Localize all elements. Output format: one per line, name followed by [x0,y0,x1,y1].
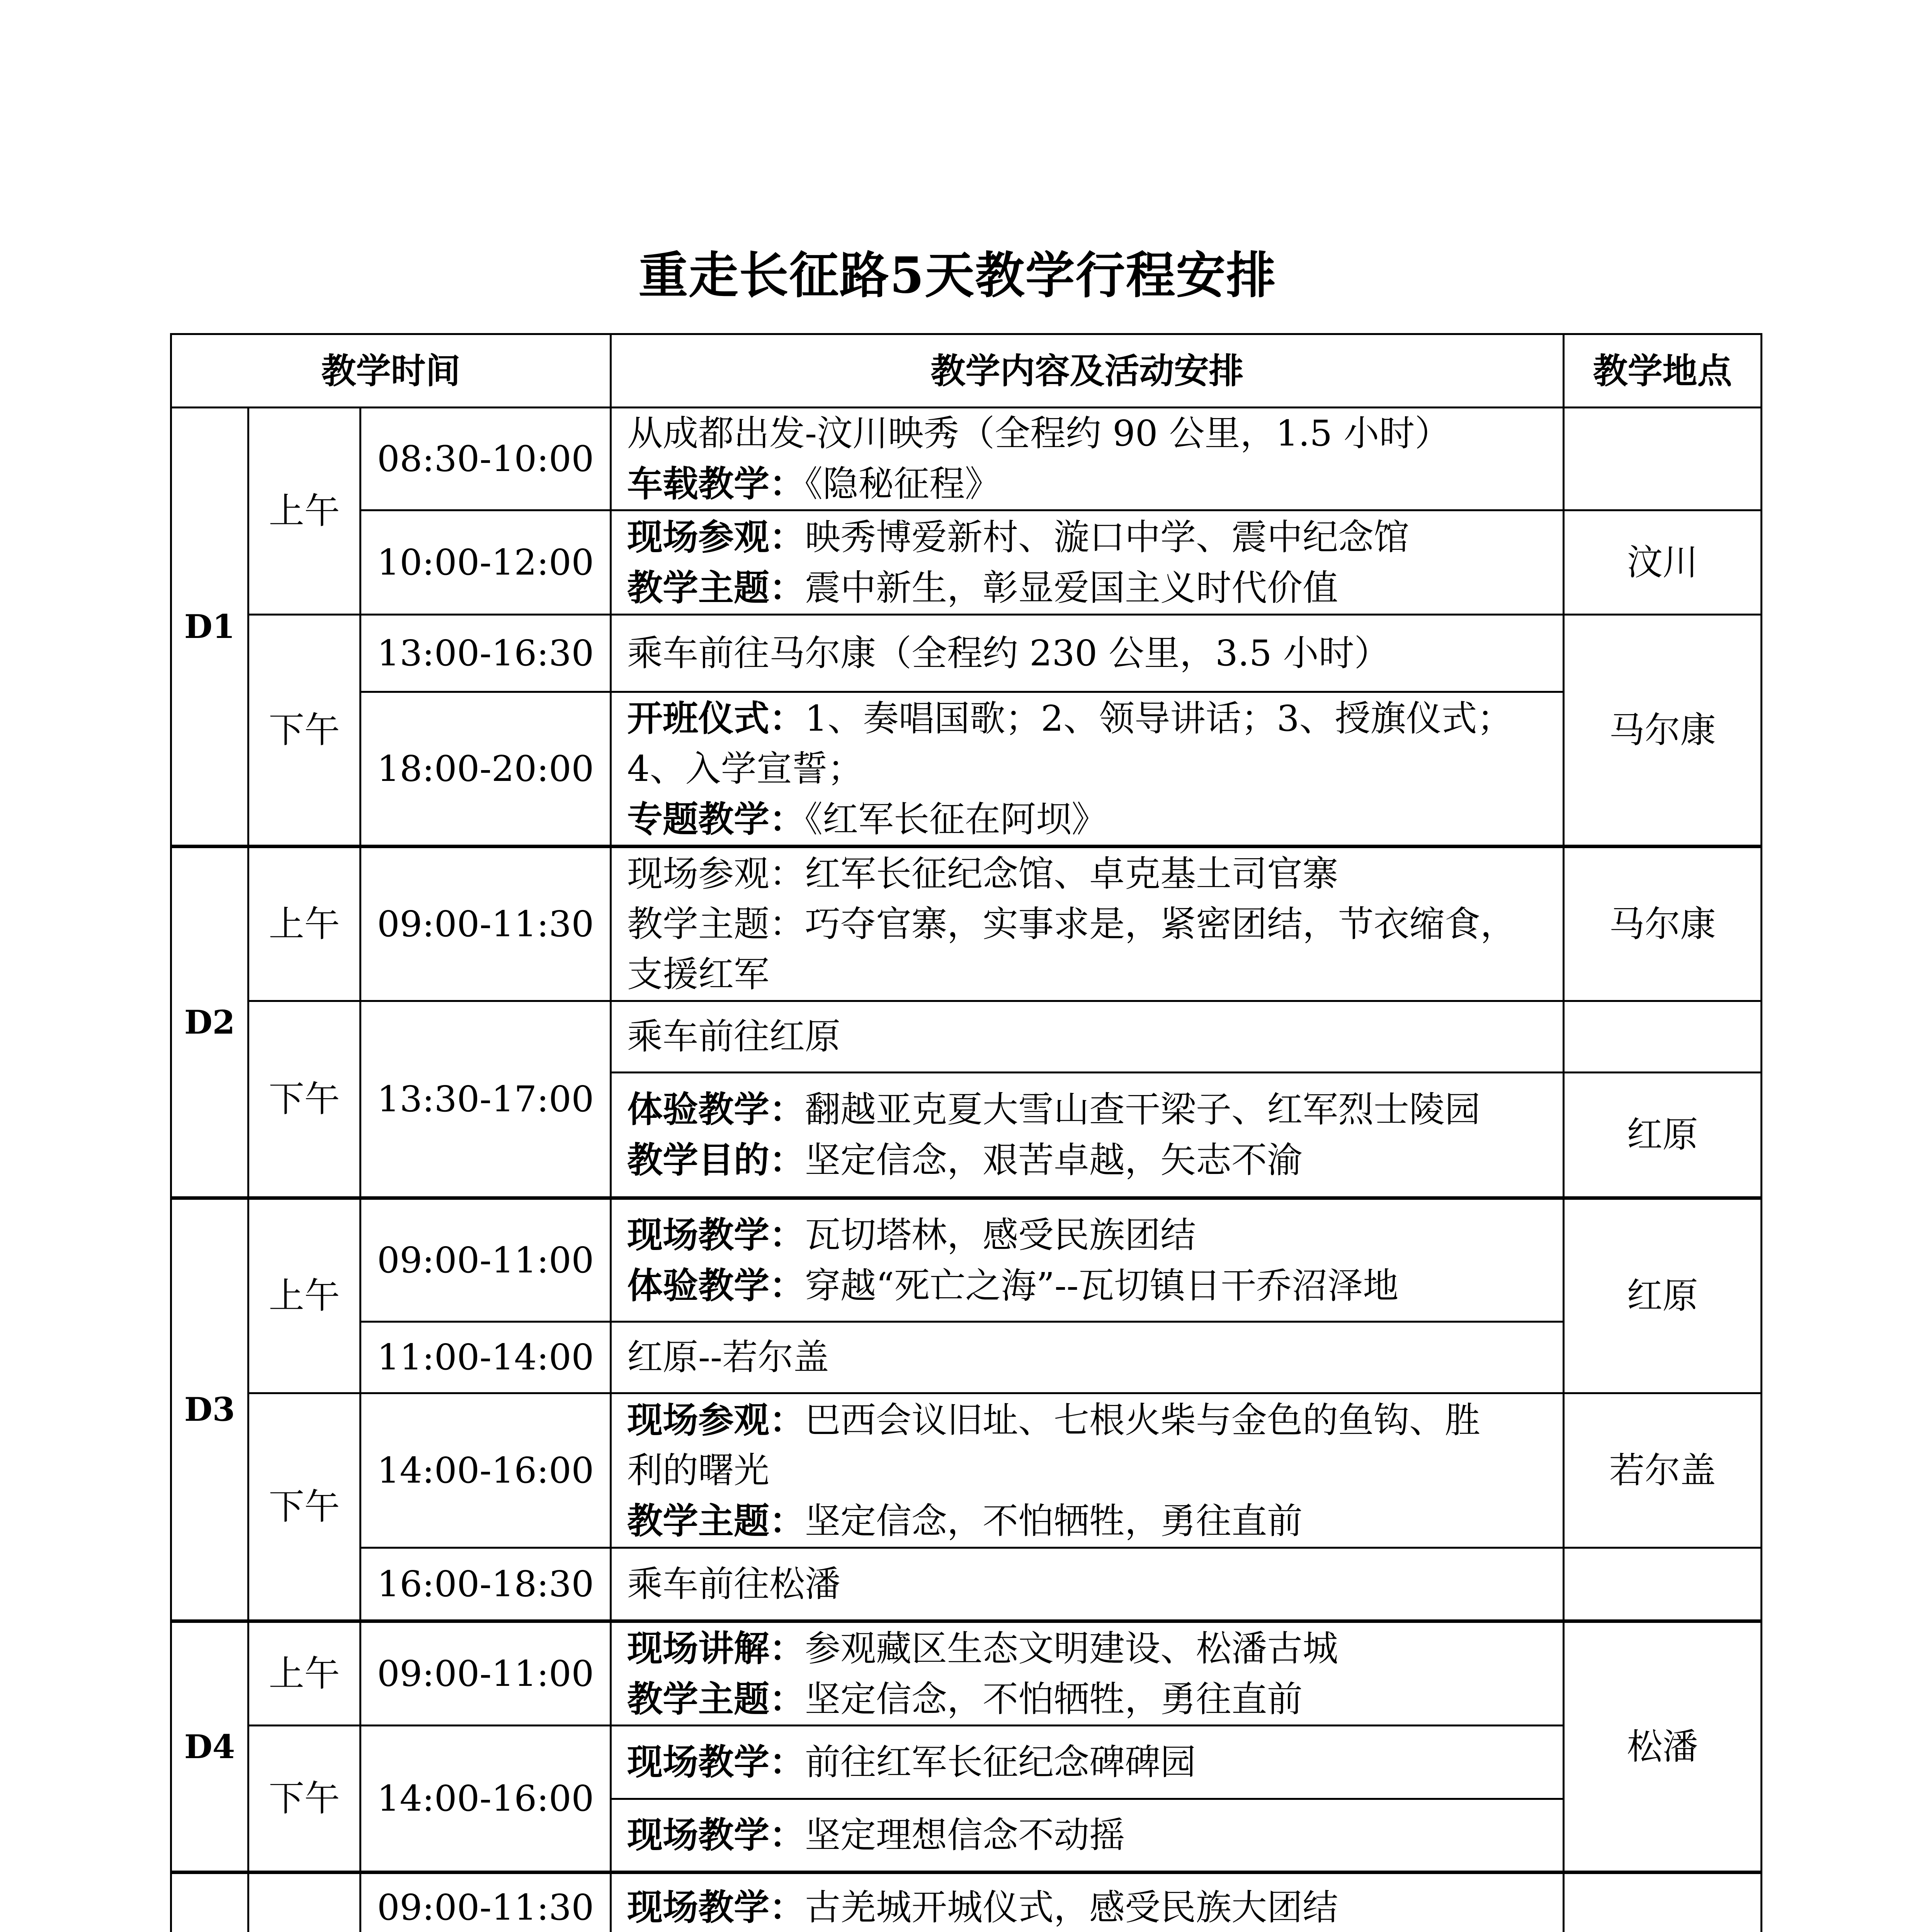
day-label: D1 [171,408,248,847]
table-row [171,1872,1762,1932]
period-label: 上午 [248,1198,361,1393]
day-label: D3 [171,1198,248,1621]
schedule-table [170,333,1762,1932]
location-cell [1564,408,1762,510]
time-cell: 08:30-10:00 [361,408,611,510]
content-label: 教学主题： [627,1500,805,1542]
content-line: 现场参观：红军长征纪念馆、卓克基土司官寨 [627,853,1338,895]
location-cell [1564,1548,1762,1621]
time-cell: 13:30-17:00 [361,1001,611,1198]
table-row [171,1621,1762,1726]
period-label: 下午 [248,615,361,847]
header-location: 教学地点 [1564,334,1762,408]
period-label: 上午 [248,847,361,1001]
content-text: 瓦切塔林，感受民族团结 [805,1214,1196,1256]
content-cell [611,510,1564,615]
content-label: 开班仪式： [627,697,805,739]
location-cell [1564,1872,1762,1932]
content-text: 穿越“死亡之海”--瓦切镇日干乔沼泽地 [805,1265,1399,1306]
content-line: 支援红军 [627,953,770,995]
time-cell: 13:00-16:30 [361,615,611,692]
table-row [171,1322,1762,1393]
content-text: 《红军长征在阿坝》 [805,798,1107,840]
content-label: 教学主题： [627,566,805,609]
table-header-row [171,334,1762,408]
content-text: 震中新生，彰显爱国主义时代价值 [805,567,1338,609]
content-label: 现场教学： [627,1814,805,1856]
table-row [171,1548,1762,1621]
content-line: 利的曙光 [627,1449,770,1491]
content-line: 教学主题：巧夺官寨，实事求是，紧密团结，节衣缩食， [627,903,1516,945]
content-text: 翻越亚克夏大雪山查干梁子、红军烈士陵园 [805,1089,1481,1130]
content-cell [611,847,1564,1001]
content-line: 从成都出发-汶川映秀（全程约 90 公里，1.5 小时） [627,413,1451,454]
location-cell: 红原 [1564,1198,1762,1393]
content-label: 现场讲解： [627,1627,805,1669]
content-label: 教学主题： [627,1678,805,1720]
content-text: 坚定信念，不怕牺牲，勇往直前 [805,1500,1303,1542]
day-label: D2 [171,847,248,1198]
day-label: D4 [171,1621,248,1872]
period-label: 下午 [248,1726,361,1872]
table-row [171,847,1762,1001]
table-row [171,408,1762,510]
content-text: 坚定信念，艰苦卓越，矢志不渝 [805,1139,1303,1181]
time-cell: 18:00-20:00 [361,692,611,847]
content-cell [611,408,1564,510]
table-row [171,1393,1762,1548]
content-label: 专题教学： [627,798,805,840]
period-label: 上午 [248,1621,361,1726]
location-cell: 红原 [1564,1073,1762,1198]
location-cell: 若尔盖 [1564,1393,1762,1548]
content-text: 前往红军长征纪念碑碑园 [805,1742,1196,1783]
content-cell [611,1393,1564,1548]
page-title: 重走长征路5天教学行程安排 [638,247,1277,304]
content-cell [611,1073,1564,1198]
time-cell: 11:00-14:00 [361,1322,611,1393]
content-cell [611,1726,1564,1799]
content-cell: 乘车前往松潘 [611,1548,1564,1621]
content-text: 《隐秘征程》 [805,463,1001,505]
table-row [171,1726,1762,1799]
time-cell: 16:00-18:30 [361,1548,611,1621]
content-label: 体验教学： [627,1088,805,1130]
content-label: 体验教学： [627,1264,805,1306]
content-cell: 乘车前往马尔康（全程约 230 公里，3.5 小时） [611,615,1564,692]
table-row [171,615,1762,692]
time-cell: 10:00-12:00 [361,510,611,615]
content-cell [611,1872,1564,1932]
time-cell: 09:00-11:00 [361,1621,611,1726]
content-label: 车载教学： [627,463,805,505]
time-cell: 09:00-11:30 [361,847,611,1001]
location-cell: 松潘 [1564,1621,1762,1872]
header-time: 教学时间 [171,334,611,408]
location-cell: 马尔康 [1564,615,1762,847]
content-label: 现场教学： [627,1741,805,1783]
header-content: 教学内容及活动安排 [611,334,1564,408]
table-row [171,1198,1762,1322]
content-label: 现场教学： [627,1214,805,1256]
period-label: 下午 [248,1001,361,1198]
content-text: 映秀博爱新村、漩口中学、震中纪念馆 [805,516,1410,558]
day-label [171,1872,248,1932]
period-label: 下午 [248,1393,361,1621]
content-text: 坚定理想信念不动摇 [805,1815,1125,1856]
content-cell [611,692,1564,847]
content-label: 教学目的： [627,1139,805,1181]
content-label: 现场参观： [627,1399,805,1441]
content-text: 1、奏唱国歌；2、领导讲话；3、授旗仪式； [805,697,1513,739]
content-label: 现场教学： [627,1886,805,1928]
content-cell: 乘车前往红原 [611,1001,1564,1073]
content-cell: 红原--若尔盖 [611,1322,1564,1393]
location-cell [1564,1001,1762,1073]
time-cell: 09:00-11:30 [361,1872,611,1932]
table-row [171,510,1762,615]
content-label: 现场参观： [627,516,805,558]
content-text: 参观藏区生态文明建设、松潘古城 [805,1628,1338,1669]
content-text: 巴西会议旧址、七根火柴与金色的鱼钩、胜 [805,1399,1481,1441]
time-cell: 09:00-11:00 [361,1198,611,1322]
period-label [248,1872,361,1932]
content-cell [611,1621,1564,1726]
location-cell: 汶川 [1564,510,1762,615]
table-row [171,1001,1762,1073]
content-cell [611,1198,1564,1322]
content-line: 4、入学宣誓； [627,748,863,789]
location-cell: 马尔康 [1564,847,1762,1001]
content-cell [611,1799,1564,1872]
period-label: 上午 [248,408,361,615]
time-cell: 14:00-16:00 [361,1393,611,1548]
time-cell: 14:00-16:00 [361,1726,611,1872]
content-text: 坚定信念，不怕牺牲，勇往直前 [805,1678,1303,1720]
content-text: 古羌城开城仪式，感受民族大团结 [805,1887,1338,1928]
table-row [171,692,1762,847]
